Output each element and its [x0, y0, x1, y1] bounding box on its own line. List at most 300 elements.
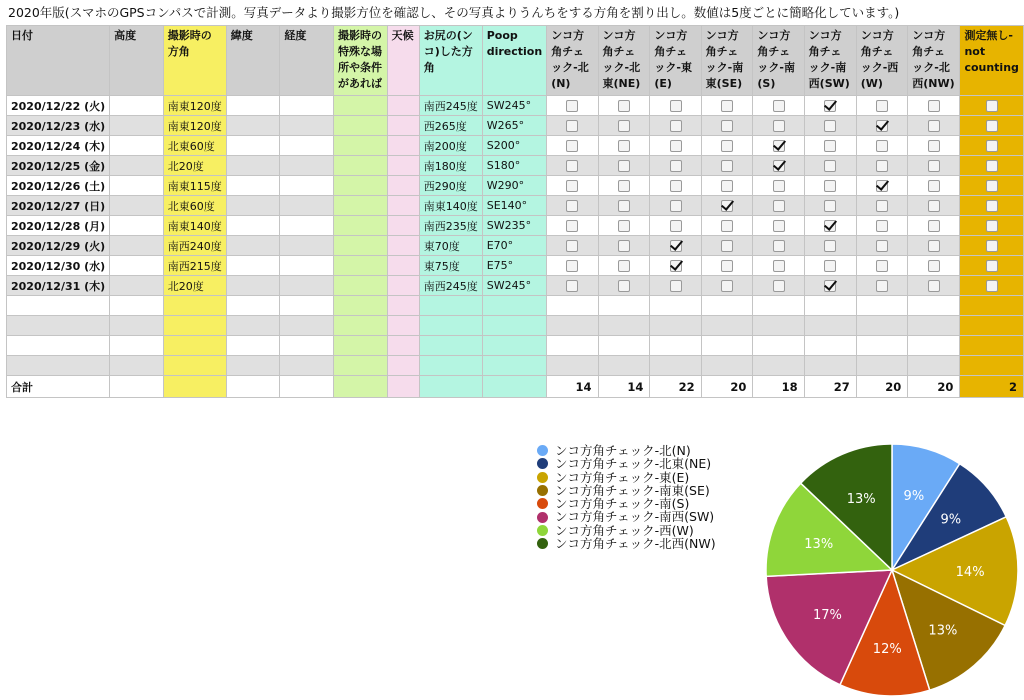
- latitude-cell[interactable]: [226, 356, 280, 376]
- altitude-cell[interactable]: [110, 136, 164, 156]
- checkbox[interactable]: [824, 200, 836, 212]
- header-no-count[interactable]: 測定無し-not counting: [960, 26, 1024, 96]
- weather-cell[interactable]: [387, 256, 419, 276]
- check-cell-se[interactable]: [701, 356, 753, 376]
- butt-direction-cell[interactable]: 南東140度: [419, 196, 482, 216]
- no-count-cell[interactable]: [960, 356, 1024, 376]
- weather-cell[interactable]: [387, 156, 419, 176]
- totals-label[interactable]: 合計: [7, 376, 110, 398]
- checkbox[interactable]: [670, 160, 682, 172]
- checkbox[interactable]: [876, 240, 888, 252]
- shoot-direction-cell[interactable]: 南東120度: [163, 96, 226, 116]
- shoot-direction-cell[interactable]: 北東60度: [163, 196, 226, 216]
- altitude-cell[interactable]: [110, 116, 164, 136]
- date-cell[interactable]: [7, 316, 110, 336]
- no-count-cell[interactable]: [960, 136, 1024, 156]
- header-altitude[interactable]: 高度: [110, 26, 164, 96]
- date-cell[interactable]: 2020/12/27 (日): [7, 196, 110, 216]
- check-cell-s[interactable]: [753, 156, 804, 176]
- checkbox[interactable]: [986, 140, 998, 152]
- checkbox[interactable]: [773, 220, 785, 232]
- latitude-cell[interactable]: [226, 176, 280, 196]
- altitude-cell[interactable]: [110, 376, 164, 398]
- check-cell-n[interactable]: [547, 356, 598, 376]
- check-cell-e[interactable]: [650, 96, 701, 116]
- weather-cell[interactable]: [387, 136, 419, 156]
- total-w[interactable]: 20: [856, 376, 908, 398]
- checkbox[interactable]: [670, 240, 682, 252]
- check-cell-w[interactable]: [856, 336, 908, 356]
- check-cell-s[interactable]: [753, 96, 804, 116]
- checkbox[interactable]: [928, 140, 940, 152]
- poop-direction-cell[interactable]: W290°: [482, 176, 546, 196]
- total-s[interactable]: 18: [753, 376, 804, 398]
- checkbox[interactable]: [618, 200, 630, 212]
- check-cell-s[interactable]: [753, 316, 804, 336]
- poop-direction-cell[interactable]: [482, 376, 546, 398]
- checkbox[interactable]: [721, 260, 733, 272]
- checkbox[interactable]: [773, 240, 785, 252]
- check-cell-e[interactable]: [650, 216, 701, 236]
- check-cell-e[interactable]: [650, 316, 701, 336]
- special-conditions-cell[interactable]: [333, 316, 387, 336]
- special-conditions-cell[interactable]: [333, 216, 387, 236]
- checkbox[interactable]: [876, 180, 888, 192]
- latitude-cell[interactable]: [226, 136, 280, 156]
- check-cell-nw[interactable]: [908, 256, 960, 276]
- check-cell-sw[interactable]: [804, 216, 856, 236]
- latitude-cell[interactable]: [226, 276, 280, 296]
- check-cell-e[interactable]: [650, 236, 701, 256]
- no-count-cell[interactable]: [960, 156, 1024, 176]
- weather-cell[interactable]: [387, 116, 419, 136]
- checkbox[interactable]: [986, 240, 998, 252]
- checkbox[interactable]: [618, 140, 630, 152]
- checkbox[interactable]: [824, 140, 836, 152]
- check-cell-sw[interactable]: [804, 336, 856, 356]
- header-longitude[interactable]: 経度: [280, 26, 334, 96]
- special-conditions-cell[interactable]: [333, 156, 387, 176]
- longitude-cell[interactable]: [280, 276, 334, 296]
- checkbox[interactable]: [670, 100, 682, 112]
- check-cell-n[interactable]: [547, 196, 598, 216]
- check-cell-n[interactable]: [547, 96, 598, 116]
- weather-cell[interactable]: [387, 216, 419, 236]
- check-cell-s[interactable]: [753, 296, 804, 316]
- altitude-cell[interactable]: [110, 296, 164, 316]
- check-cell-nw[interactable]: [908, 236, 960, 256]
- checkbox[interactable]: [566, 120, 578, 132]
- check-cell-ne[interactable]: [598, 356, 650, 376]
- checkbox[interactable]: [566, 200, 578, 212]
- check-cell-w[interactable]: [856, 356, 908, 376]
- check-cell-w[interactable]: [856, 116, 908, 136]
- check-cell-s[interactable]: [753, 256, 804, 276]
- checkbox[interactable]: [618, 180, 630, 192]
- no-count-cell[interactable]: [960, 256, 1024, 276]
- total-nw[interactable]: 20: [908, 376, 960, 398]
- checkbox[interactable]: [824, 280, 836, 292]
- check-cell-se[interactable]: [701, 256, 753, 276]
- checkbox[interactable]: [721, 180, 733, 192]
- header-check-ne[interactable]: ンコ方角チェック-北東(NE): [598, 26, 650, 96]
- weather-cell[interactable]: [387, 196, 419, 216]
- checkbox[interactable]: [773, 120, 785, 132]
- special-conditions-cell[interactable]: [333, 116, 387, 136]
- checkbox[interactable]: [928, 160, 940, 172]
- altitude-cell[interactable]: [110, 256, 164, 276]
- poop-direction-cell[interactable]: SW245°: [482, 276, 546, 296]
- check-cell-s[interactable]: [753, 136, 804, 156]
- longitude-cell[interactable]: [280, 136, 334, 156]
- longitude-cell[interactable]: [280, 316, 334, 336]
- check-cell-e[interactable]: [650, 116, 701, 136]
- date-cell[interactable]: 2020/12/28 (月): [7, 216, 110, 236]
- latitude-cell[interactable]: [226, 236, 280, 256]
- check-cell-w[interactable]: [856, 276, 908, 296]
- checkbox[interactable]: [721, 280, 733, 292]
- checkbox[interactable]: [670, 220, 682, 232]
- check-cell-ne[interactable]: [598, 296, 650, 316]
- check-cell-ne[interactable]: [598, 236, 650, 256]
- total-no-count[interactable]: 2: [960, 376, 1024, 398]
- weather-cell[interactable]: [387, 296, 419, 316]
- latitude-cell[interactable]: [226, 316, 280, 336]
- altitude-cell[interactable]: [110, 196, 164, 216]
- check-cell-se[interactable]: [701, 236, 753, 256]
- header-check-nw[interactable]: ンコ方角チェック-北西(NW): [908, 26, 960, 96]
- latitude-cell[interactable]: [226, 296, 280, 316]
- check-cell-nw[interactable]: [908, 136, 960, 156]
- longitude-cell[interactable]: [280, 216, 334, 236]
- check-cell-se[interactable]: [701, 276, 753, 296]
- special-conditions-cell[interactable]: [333, 136, 387, 156]
- checkbox[interactable]: [721, 160, 733, 172]
- date-cell[interactable]: 2020/12/26 (土): [7, 176, 110, 196]
- total-e[interactable]: 22: [650, 376, 701, 398]
- poop-direction-cell[interactable]: S200°: [482, 136, 546, 156]
- latitude-cell[interactable]: [226, 376, 280, 398]
- longitude-cell[interactable]: [280, 376, 334, 398]
- total-sw[interactable]: 27: [804, 376, 856, 398]
- poop-direction-cell[interactable]: S180°: [482, 156, 546, 176]
- check-cell-e[interactable]: [650, 356, 701, 376]
- no-count-cell[interactable]: [960, 296, 1024, 316]
- longitude-cell[interactable]: [280, 356, 334, 376]
- no-count-cell[interactable]: [960, 336, 1024, 356]
- checkbox[interactable]: [824, 180, 836, 192]
- weather-cell[interactable]: [387, 336, 419, 356]
- check-cell-e[interactable]: [650, 336, 701, 356]
- check-cell-e[interactable]: [650, 296, 701, 316]
- check-cell-se[interactable]: [701, 296, 753, 316]
- check-cell-se[interactable]: [701, 336, 753, 356]
- check-cell-n[interactable]: [547, 316, 598, 336]
- checkbox[interactable]: [618, 160, 630, 172]
- check-cell-s[interactable]: [753, 176, 804, 196]
- check-cell-s[interactable]: [753, 116, 804, 136]
- check-cell-w[interactable]: [856, 136, 908, 156]
- checkbox[interactable]: [773, 140, 785, 152]
- check-cell-sw[interactable]: [804, 156, 856, 176]
- checkbox[interactable]: [773, 200, 785, 212]
- header-butt-direction[interactable]: お尻の(ンコ)した方角: [419, 26, 482, 96]
- check-cell-w[interactable]: [856, 296, 908, 316]
- weather-cell[interactable]: [387, 376, 419, 398]
- weather-cell[interactable]: [387, 276, 419, 296]
- header-check-sw[interactable]: ンコ方角チェック-南西(SW): [804, 26, 856, 96]
- header-weather[interactable]: 天候: [387, 26, 419, 96]
- butt-direction-cell[interactable]: 西265度: [419, 116, 482, 136]
- checkbox[interactable]: [670, 140, 682, 152]
- checkbox[interactable]: [670, 120, 682, 132]
- latitude-cell[interactable]: [226, 336, 280, 356]
- check-cell-sw[interactable]: [804, 256, 856, 276]
- date-cell[interactable]: 2020/12/25 (金): [7, 156, 110, 176]
- special-conditions-cell[interactable]: [333, 196, 387, 216]
- butt-direction-cell[interactable]: [419, 296, 482, 316]
- check-cell-nw[interactable]: [908, 116, 960, 136]
- checkbox[interactable]: [876, 120, 888, 132]
- shoot-direction-cell[interactable]: [163, 316, 226, 336]
- longitude-cell[interactable]: [280, 116, 334, 136]
- check-cell-w[interactable]: [856, 156, 908, 176]
- checkbox[interactable]: [876, 140, 888, 152]
- check-cell-sw[interactable]: [804, 136, 856, 156]
- check-cell-nw[interactable]: [908, 276, 960, 296]
- shoot-direction-cell[interactable]: [163, 336, 226, 356]
- checkbox[interactable]: [876, 100, 888, 112]
- checkbox[interactable]: [670, 180, 682, 192]
- checkbox[interactable]: [986, 260, 998, 272]
- check-cell-nw[interactable]: [908, 336, 960, 356]
- altitude-cell[interactable]: [110, 96, 164, 116]
- altitude-cell[interactable]: [110, 156, 164, 176]
- longitude-cell[interactable]: [280, 156, 334, 176]
- no-count-cell[interactable]: [960, 216, 1024, 236]
- check-cell-n[interactable]: [547, 236, 598, 256]
- check-cell-e[interactable]: [650, 156, 701, 176]
- check-cell-se[interactable]: [701, 196, 753, 216]
- checkbox[interactable]: [986, 120, 998, 132]
- check-cell-w[interactable]: [856, 216, 908, 236]
- no-count-cell[interactable]: [960, 96, 1024, 116]
- longitude-cell[interactable]: [280, 296, 334, 316]
- checkbox[interactable]: [721, 220, 733, 232]
- check-cell-ne[interactable]: [598, 196, 650, 216]
- checkbox[interactable]: [986, 200, 998, 212]
- special-conditions-cell[interactable]: [333, 296, 387, 316]
- poop-direction-cell[interactable]: SW245°: [482, 96, 546, 116]
- date-cell[interactable]: 2020/12/29 (火): [7, 236, 110, 256]
- altitude-cell[interactable]: [110, 316, 164, 336]
- butt-direction-cell[interactable]: 南西245度: [419, 96, 482, 116]
- butt-direction-cell[interactable]: [419, 356, 482, 376]
- check-cell-se[interactable]: [701, 316, 753, 336]
- shoot-direction-cell[interactable]: [163, 296, 226, 316]
- checkbox[interactable]: [773, 260, 785, 272]
- no-count-cell[interactable]: [960, 196, 1024, 216]
- checkbox[interactable]: [986, 160, 998, 172]
- check-cell-s[interactable]: [753, 336, 804, 356]
- checkbox[interactable]: [928, 180, 940, 192]
- total-se[interactable]: 20: [701, 376, 753, 398]
- checkbox[interactable]: [876, 160, 888, 172]
- weather-cell[interactable]: [387, 316, 419, 336]
- poop-direction-cell[interactable]: SE140°: [482, 196, 546, 216]
- weather-cell[interactable]: [387, 236, 419, 256]
- special-conditions-cell[interactable]: [333, 336, 387, 356]
- checkbox[interactable]: [824, 260, 836, 272]
- poop-direction-cell[interactable]: W265°: [482, 116, 546, 136]
- special-conditions-cell[interactable]: [333, 96, 387, 116]
- header-poop-direction[interactable]: Poop direction: [482, 26, 546, 96]
- checkbox[interactable]: [928, 260, 940, 272]
- checkbox[interactable]: [986, 280, 998, 292]
- check-cell-se[interactable]: [701, 96, 753, 116]
- checkbox[interactable]: [566, 160, 578, 172]
- check-cell-w[interactable]: [856, 316, 908, 336]
- header-check-n[interactable]: ンコ方角チェック-北(N): [547, 26, 598, 96]
- date-cell[interactable]: 2020/12/30 (水): [7, 256, 110, 276]
- check-cell-n[interactable]: [547, 256, 598, 276]
- check-cell-se[interactable]: [701, 176, 753, 196]
- checkbox[interactable]: [566, 140, 578, 152]
- special-conditions-cell[interactable]: [333, 376, 387, 398]
- check-cell-e[interactable]: [650, 136, 701, 156]
- latitude-cell[interactable]: [226, 96, 280, 116]
- date-cell[interactable]: [7, 296, 110, 316]
- check-cell-ne[interactable]: [598, 116, 650, 136]
- checkbox[interactable]: [566, 180, 578, 192]
- butt-direction-cell[interactable]: 西290度: [419, 176, 482, 196]
- special-conditions-cell[interactable]: [333, 276, 387, 296]
- checkbox[interactable]: [670, 200, 682, 212]
- butt-direction-cell[interactable]: 南200度: [419, 136, 482, 156]
- checkbox[interactable]: [670, 280, 682, 292]
- check-cell-nw[interactable]: [908, 216, 960, 236]
- no-count-cell[interactable]: [960, 176, 1024, 196]
- checkbox[interactable]: [824, 160, 836, 172]
- check-cell-nw[interactable]: [908, 196, 960, 216]
- poop-direction-cell[interactable]: E75°: [482, 256, 546, 276]
- altitude-cell[interactable]: [110, 356, 164, 376]
- butt-direction-cell[interactable]: 東75度: [419, 256, 482, 276]
- check-cell-s[interactable]: [753, 276, 804, 296]
- checkbox[interactable]: [566, 240, 578, 252]
- longitude-cell[interactable]: [280, 196, 334, 216]
- checkbox[interactable]: [824, 220, 836, 232]
- check-cell-ne[interactable]: [598, 336, 650, 356]
- shoot-direction-cell[interactable]: 南東120度: [163, 116, 226, 136]
- no-count-cell[interactable]: [960, 236, 1024, 256]
- shoot-direction-cell[interactable]: 南西215度: [163, 256, 226, 276]
- check-cell-s[interactable]: [753, 216, 804, 236]
- check-cell-sw[interactable]: [804, 276, 856, 296]
- header-shoot-direction[interactable]: 撮影時の方角: [163, 26, 226, 96]
- check-cell-e[interactable]: [650, 256, 701, 276]
- checkbox[interactable]: [928, 220, 940, 232]
- check-cell-ne[interactable]: [598, 156, 650, 176]
- checkbox[interactable]: [928, 240, 940, 252]
- poop-direction-cell[interactable]: [482, 296, 546, 316]
- checkbox[interactable]: [618, 120, 630, 132]
- check-cell-nw[interactable]: [908, 156, 960, 176]
- special-conditions-cell[interactable]: [333, 256, 387, 276]
- butt-direction-cell[interactable]: 東70度: [419, 236, 482, 256]
- weather-cell[interactable]: [387, 176, 419, 196]
- butt-direction-cell[interactable]: [419, 316, 482, 336]
- check-cell-nw[interactable]: [908, 316, 960, 336]
- weather-cell[interactable]: [387, 96, 419, 116]
- check-cell-sw[interactable]: [804, 316, 856, 336]
- longitude-cell[interactable]: [280, 336, 334, 356]
- checkbox[interactable]: [824, 120, 836, 132]
- longitude-cell[interactable]: [280, 176, 334, 196]
- poop-direction-cell[interactable]: [482, 356, 546, 376]
- checkbox[interactable]: [618, 240, 630, 252]
- shoot-direction-cell[interactable]: [163, 376, 226, 398]
- checkbox[interactable]: [618, 220, 630, 232]
- shoot-direction-cell[interactable]: 北20度: [163, 156, 226, 176]
- shoot-direction-cell[interactable]: 南東140度: [163, 216, 226, 236]
- check-cell-nw[interactable]: [908, 96, 960, 116]
- shoot-direction-cell[interactable]: 北東60度: [163, 136, 226, 156]
- header-special-conditions[interactable]: 撮影時の特殊な場所や条件があれば: [333, 26, 387, 96]
- date-cell[interactable]: 2020/12/31 (木): [7, 276, 110, 296]
- no-count-cell[interactable]: [960, 316, 1024, 336]
- check-cell-nw[interactable]: [908, 176, 960, 196]
- checkbox[interactable]: [986, 100, 998, 112]
- checkbox[interactable]: [721, 140, 733, 152]
- checkbox[interactable]: [876, 220, 888, 232]
- checkbox[interactable]: [876, 280, 888, 292]
- check-cell-n[interactable]: [547, 116, 598, 136]
- checkbox[interactable]: [566, 280, 578, 292]
- shoot-direction-cell[interactable]: [163, 356, 226, 376]
- check-cell-n[interactable]: [547, 136, 598, 156]
- no-count-cell[interactable]: [960, 276, 1024, 296]
- shoot-direction-cell[interactable]: 北20度: [163, 276, 226, 296]
- date-cell[interactable]: 2020/12/23 (水): [7, 116, 110, 136]
- special-conditions-cell[interactable]: [333, 356, 387, 376]
- check-cell-w[interactable]: [856, 196, 908, 216]
- poop-direction-cell[interactable]: SW235°: [482, 216, 546, 236]
- check-cell-se[interactable]: [701, 136, 753, 156]
- check-cell-n[interactable]: [547, 176, 598, 196]
- weather-cell[interactable]: [387, 356, 419, 376]
- checkbox[interactable]: [773, 100, 785, 112]
- altitude-cell[interactable]: [110, 216, 164, 236]
- check-cell-ne[interactable]: [598, 256, 650, 276]
- check-cell-w[interactable]: [856, 236, 908, 256]
- altitude-cell[interactable]: [110, 336, 164, 356]
- check-cell-sw[interactable]: [804, 116, 856, 136]
- shoot-direction-cell[interactable]: 南西240度: [163, 236, 226, 256]
- checkbox[interactable]: [986, 180, 998, 192]
- latitude-cell[interactable]: [226, 196, 280, 216]
- poop-direction-cell[interactable]: [482, 336, 546, 356]
- checkbox[interactable]: [876, 200, 888, 212]
- checkbox[interactable]: [928, 280, 940, 292]
- altitude-cell[interactable]: [110, 276, 164, 296]
- butt-direction-cell[interactable]: [419, 376, 482, 398]
- checkbox[interactable]: [618, 100, 630, 112]
- latitude-cell[interactable]: [226, 256, 280, 276]
- check-cell-nw[interactable]: [908, 356, 960, 376]
- header-check-s[interactable]: ンコ方角チェック-南(S): [753, 26, 804, 96]
- checkbox[interactable]: [928, 100, 940, 112]
